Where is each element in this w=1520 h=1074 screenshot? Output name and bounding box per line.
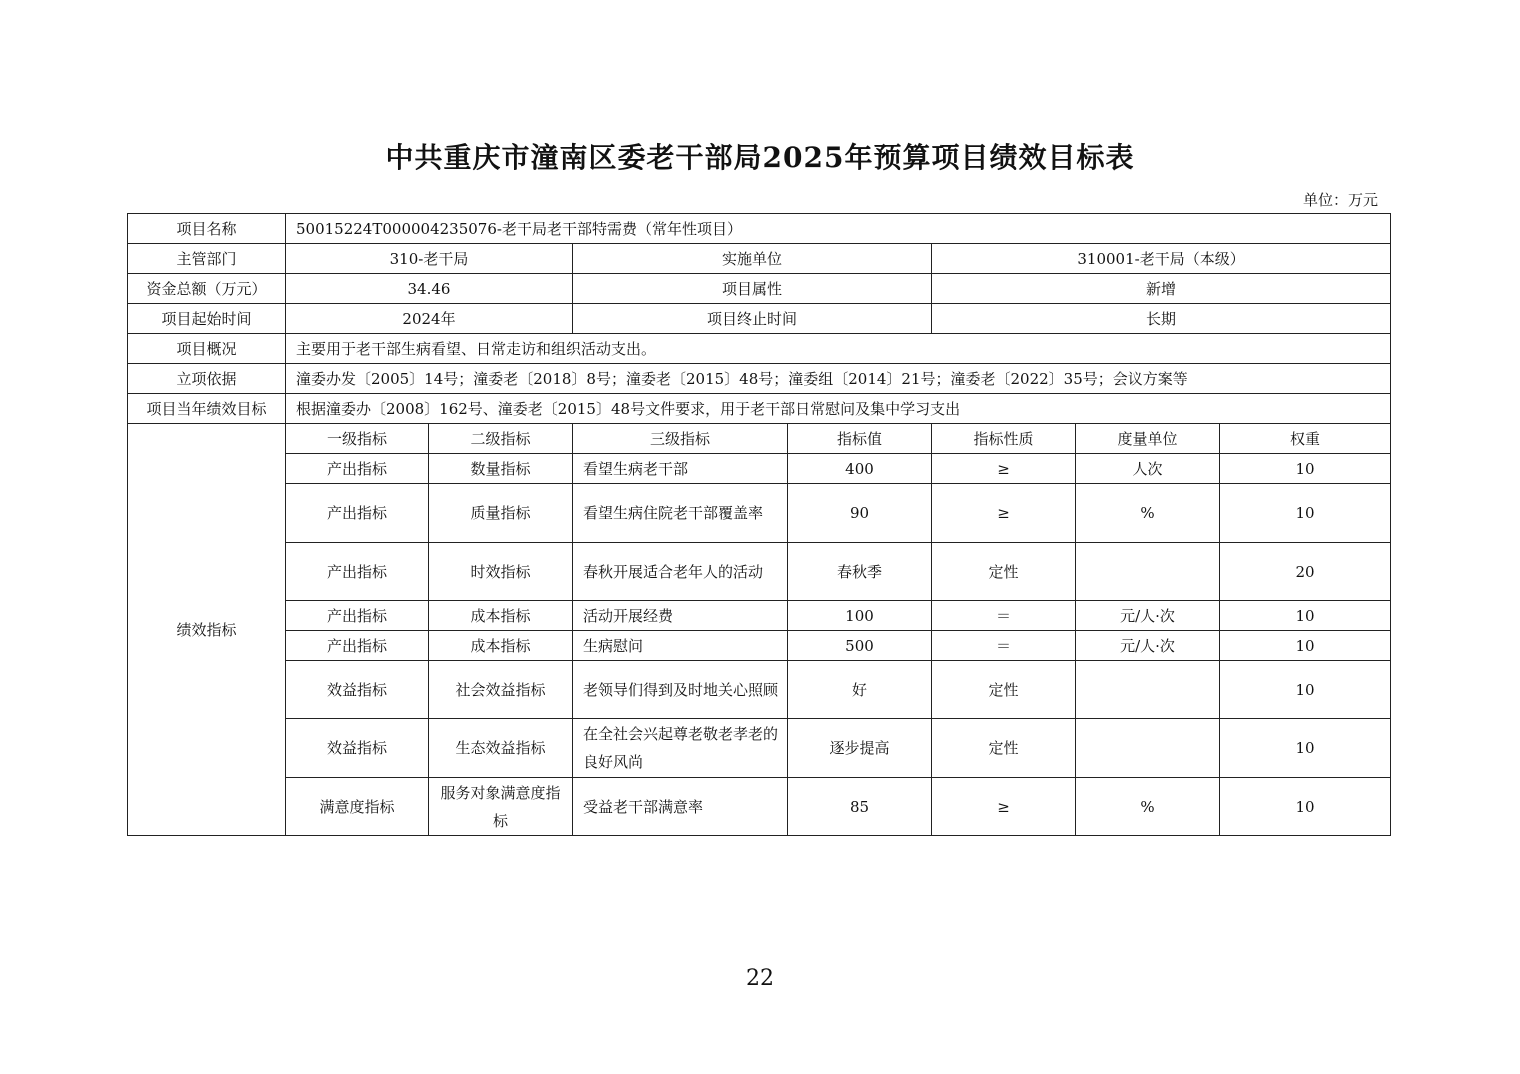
dept-label: 主管部门 <box>128 244 286 274</box>
indicator-row <box>128 543 1391 601</box>
end-label: 项目终止时间 <box>573 304 932 334</box>
header-nature: 指标性质 <box>932 424 1076 454</box>
nature-cell: 定性 <box>932 661 1076 719</box>
value-cell: 500 <box>788 631 932 661</box>
weight-cell: 10 <box>1220 661 1391 719</box>
level2-cell: 质量指标 <box>429 484 573 543</box>
header-level2: 二级指标 <box>429 424 573 454</box>
attr-value: 新增 <box>932 274 1391 304</box>
row-project-name <box>128 214 1391 244</box>
goal-value: 根据潼委办〔2008〕162号、潼委老〔2015〕48号文件要求，用于老干部日常慰问及集中学习支出 <box>286 394 1391 424</box>
value-cell: 春秋季 <box>788 543 932 601</box>
value-cell: 逐步提高 <box>788 719 932 778</box>
level1-cell: 效益指标 <box>286 719 429 778</box>
performance-table <box>127 213 1391 836</box>
impl-value: 310001-老干局（本级） <box>932 244 1391 274</box>
level1-cell: 满意度指标 <box>286 778 429 836</box>
weight-cell: 20 <box>1220 543 1391 601</box>
level1-cell: 产出指标 <box>286 601 429 631</box>
weight-cell: 10 <box>1220 484 1391 543</box>
project-name-value: 50015224T000004235076-老干局老干部特需费（常年性项目） <box>286 214 1391 244</box>
header-level1: 一级指标 <box>286 424 429 454</box>
row-basis <box>128 364 1391 394</box>
level3-cell: 在全社会兴起尊老敬老孝老的良好风尚 <box>573 719 788 778</box>
unit-cell <box>1076 543 1220 601</box>
start-value: 2024年 <box>286 304 573 334</box>
level2-cell: 生态效益指标 <box>429 719 573 778</box>
goal-label: 项目当年绩效目标 <box>128 394 286 424</box>
nature-cell: ＝ <box>932 601 1076 631</box>
weight-cell: 10 <box>1220 601 1391 631</box>
nature-cell: ≥ <box>932 778 1076 836</box>
level3-cell: 看望生病住院老干部覆盖率 <box>573 484 788 543</box>
unit-label: 单位：万元 <box>1302 191 1378 209</box>
impl-label: 实施单位 <box>573 244 932 274</box>
attr-label: 项目属性 <box>573 274 932 304</box>
level1-cell: 效益指标 <box>286 661 429 719</box>
unit-cell: % <box>1076 484 1220 543</box>
level1-cell: 产出指标 <box>286 543 429 601</box>
nature-cell: 定性 <box>932 719 1076 778</box>
row-overview <box>128 334 1391 364</box>
indicator-row <box>128 631 1391 661</box>
level2-cell: 时效指标 <box>429 543 573 601</box>
nature-cell: 定性 <box>932 543 1076 601</box>
indicator-header-row <box>128 424 1391 454</box>
page-number: 22 <box>746 966 774 991</box>
unit-cell: % <box>1076 778 1220 836</box>
row-goal <box>128 394 1391 424</box>
indicator-section-label: 绩效指标 <box>128 424 286 836</box>
overview-value: 主要用于老干部生病看望、日常走访和组织活动支出。 <box>286 334 1391 364</box>
dept-value: 310-老干局 <box>286 244 573 274</box>
value-cell: 好 <box>788 661 932 719</box>
unit-cell <box>1076 661 1220 719</box>
level3-cell: 老领导们得到及时地关心照顾 <box>573 661 788 719</box>
unit-cell: 元/人·次 <box>1076 631 1220 661</box>
value-cell: 100 <box>788 601 932 631</box>
row-dept <box>128 244 1391 274</box>
header-level3: 三级指标 <box>573 424 788 454</box>
indicator-row <box>128 454 1391 484</box>
value-cell: 90 <box>788 484 932 543</box>
value-cell: 400 <box>788 454 932 484</box>
indicator-row <box>128 778 1391 836</box>
unit-cell: 元/人·次 <box>1076 601 1220 631</box>
weight-cell: 10 <box>1220 719 1391 778</box>
level2-cell: 服务对象满意度指标 <box>429 778 573 836</box>
basis-label: 立项依据 <box>128 364 286 394</box>
unit-cell <box>1076 719 1220 778</box>
level3-cell: 受益老干部满意率 <box>573 778 788 836</box>
indicator-row <box>128 601 1391 631</box>
nature-cell: ≥ <box>932 454 1076 484</box>
indicator-row <box>128 484 1391 543</box>
level3-cell: 生病慰问 <box>573 631 788 661</box>
level2-cell: 社会效益指标 <box>429 661 573 719</box>
indicator-row <box>128 661 1391 719</box>
value-cell: 85 <box>788 778 932 836</box>
nature-cell: ＝ <box>932 631 1076 661</box>
weight-cell: 10 <box>1220 631 1391 661</box>
header-value: 指标值 <box>788 424 932 454</box>
level3-cell: 活动开展经费 <box>573 601 788 631</box>
funds-value: 34.46 <box>286 274 573 304</box>
level1-cell: 产出指标 <box>286 631 429 661</box>
nature-cell: ≥ <box>932 484 1076 543</box>
row-time <box>128 304 1391 334</box>
page-title: 中共重庆市潼南区委老干部局2025年预算项目绩效目标表 <box>385 141 1135 174</box>
end-value: 长期 <box>932 304 1391 334</box>
funds-label: 资金总额（万元） <box>128 274 286 304</box>
level2-cell: 成本指标 <box>429 601 573 631</box>
start-label: 项目起始时间 <box>128 304 286 334</box>
level2-cell: 数量指标 <box>429 454 573 484</box>
level3-cell: 春秋开展适合老年人的活动 <box>573 543 788 601</box>
level1-cell: 产出指标 <box>286 484 429 543</box>
header-weight: 权重 <box>1220 424 1391 454</box>
row-funds <box>128 274 1391 304</box>
basis-value: 潼委办发〔2005〕14号；潼委老〔2018〕8号；潼委老〔2015〕48号；潼委组〔2014〕21号；潼委老〔2022〕35号；会议方案等 <box>286 364 1391 394</box>
unit-cell: 人次 <box>1076 454 1220 484</box>
weight-cell: 10 <box>1220 454 1391 484</box>
weight-cell: 10 <box>1220 778 1391 836</box>
level1-cell: 产出指标 <box>286 454 429 484</box>
project-name-label: 项目名称 <box>128 214 286 244</box>
overview-label: 项目概况 <box>128 334 286 364</box>
level2-cell: 成本指标 <box>429 631 573 661</box>
indicator-row <box>128 719 1391 778</box>
header-unit: 度量单位 <box>1076 424 1220 454</box>
level3-cell: 看望生病老干部 <box>573 454 788 484</box>
